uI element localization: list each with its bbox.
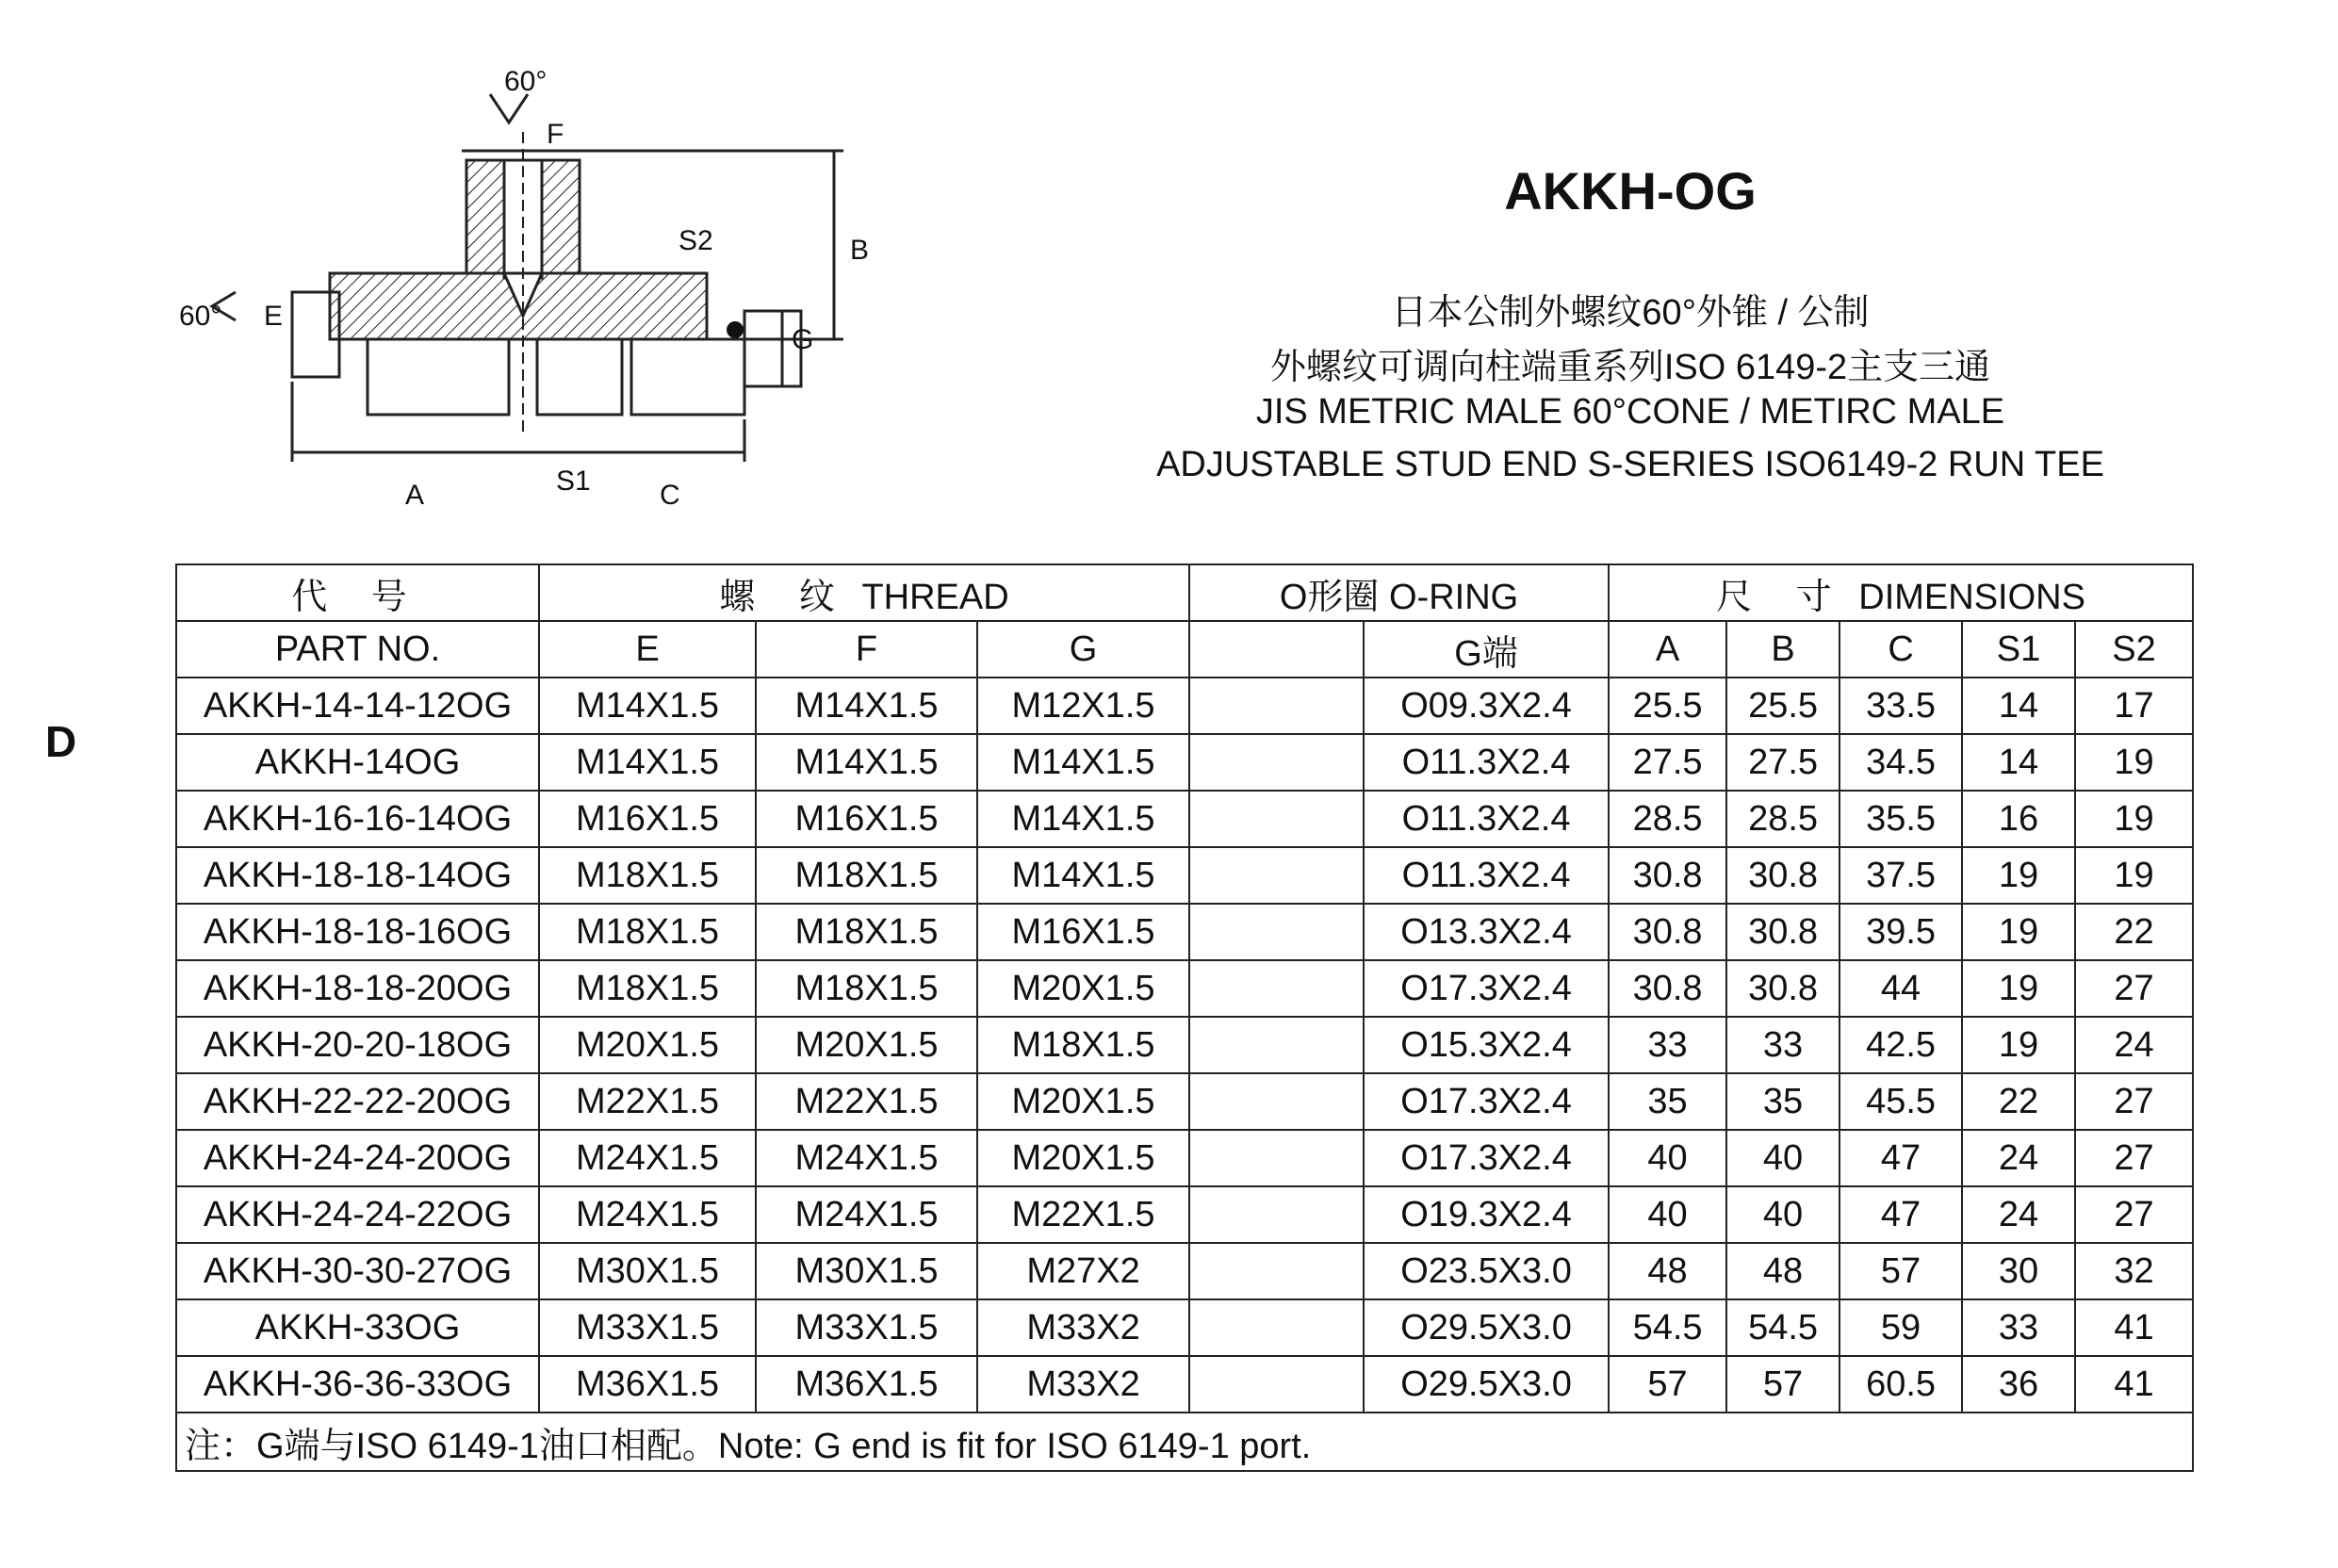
table-cell: M33X1.5 — [756, 1299, 977, 1356]
table-cell: AKKH-18-18-20OG — [176, 960, 539, 1017]
column-header: S2 — [2075, 621, 2193, 678]
table-cell: 35.5 — [1839, 791, 1962, 847]
table-cell: 48 — [1609, 1243, 1726, 1299]
section-letter: D — [45, 717, 77, 766]
table-cell: M20X1.5 — [756, 1017, 977, 1073]
table-cell — [1189, 904, 1364, 960]
table-cell: M18X1.5 — [539, 904, 756, 960]
table-row — [176, 678, 2193, 734]
description-en-line-2: ADJUSTABLE STUD END S-SERIES ISO6149-2 RUN TEE — [1156, 445, 2104, 484]
table-cell: 19 — [2075, 734, 2193, 791]
table-cell: O15.3X2.4 — [1364, 1017, 1609, 1073]
table-row — [176, 904, 2193, 960]
table-cell: 33.5 — [1839, 678, 1962, 734]
table-cell: M22X1.5 — [977, 1186, 1189, 1243]
table-cell: 35 — [1609, 1073, 1726, 1130]
table-cell: M20X1.5 — [977, 1073, 1189, 1130]
table-cell: O11.3X2.4 — [1364, 734, 1609, 791]
table-cell: 42.5 — [1839, 1017, 1962, 1073]
table-cell: 28.5 — [1726, 791, 1839, 847]
table-cell: AKKH-18-18-16OG — [176, 904, 539, 960]
table-cell: 30 — [1962, 1243, 2075, 1299]
table-cell: O13.3X2.4 — [1364, 904, 1609, 960]
table-cell — [1189, 1073, 1364, 1130]
thread-header: 螺 纹 THREAD — [539, 564, 1189, 621]
tee-fitting-drawing — [179, 57, 895, 528]
table-cell: 30.8 — [1726, 960, 1839, 1017]
column-header: B — [1726, 621, 1839, 678]
table-cell: 35 — [1726, 1073, 1839, 1130]
table-cell: O23.5X3.0 — [1364, 1243, 1609, 1299]
table-cell: 36 — [1962, 1356, 2075, 1413]
column-header: A — [1609, 621, 1726, 678]
table-cell — [1189, 960, 1364, 1017]
table-cell: M12X1.5 — [977, 678, 1189, 734]
stud-hex — [537, 339, 622, 415]
table-cell: M14X1.5 — [539, 678, 756, 734]
table-cell: 39.5 — [1839, 904, 1962, 960]
table-cell: M14X1.5 — [977, 791, 1189, 847]
table-cell: AKKH-24-24-20OG — [176, 1130, 539, 1186]
body-hex — [368, 339, 509, 415]
table-cell: O11.3X2.4 — [1364, 791, 1609, 847]
table-cell: M33X2 — [977, 1356, 1189, 1413]
o-ring-mark — [727, 321, 744, 338]
table-cell: O29.5X3.0 — [1364, 1356, 1609, 1413]
table-cell — [1189, 1186, 1364, 1243]
table-cell: M16X1.5 — [756, 791, 977, 847]
table-cell: M16X1.5 — [977, 904, 1189, 960]
table-cell: AKKH-18-18-14OG — [176, 847, 539, 904]
table-cell: 40 — [1609, 1186, 1726, 1243]
table-row — [176, 1186, 2193, 1243]
table-cell: 27.5 — [1609, 734, 1726, 791]
table-cell: M36X1.5 — [539, 1356, 756, 1413]
table-cell: M24X1.5 — [756, 1130, 977, 1186]
angle-left-label: 60° — [179, 301, 222, 332]
dim-label-s1: S1 — [556, 466, 591, 497]
table-cell: O09.3X2.4 — [1364, 678, 1609, 734]
table-cell: O17.3X2.4 — [1364, 960, 1609, 1017]
table-cell: 59 — [1839, 1299, 1962, 1356]
table-cell: M24X1.5 — [539, 1186, 756, 1243]
table-cell: M14X1.5 — [977, 847, 1189, 904]
dim-label-b: B — [850, 235, 870, 266]
table-cell: M14X1.5 — [756, 678, 977, 734]
table-cell: 57 — [1609, 1356, 1726, 1413]
table-cell: 30.8 — [1609, 960, 1726, 1017]
table-cell: AKKH-22-22-20OG — [176, 1073, 539, 1130]
table-cell: O17.3X2.4 — [1364, 1130, 1609, 1186]
table-cell: 33 — [1726, 1017, 1839, 1073]
table-cell: M18X1.5 — [539, 847, 756, 904]
table-cell: M22X1.5 — [539, 1073, 756, 1130]
table-cell: 24 — [2075, 1017, 2193, 1073]
table-cell: 57 — [1726, 1356, 1839, 1413]
column-header: F — [756, 621, 977, 678]
angle-top-label: 60° — [504, 66, 548, 97]
table-cell: 14 — [1962, 678, 2075, 734]
product-title: AKKH-OG — [1504, 161, 1757, 220]
table-cell: 44 — [1839, 960, 1962, 1017]
column-header: C — [1839, 621, 1962, 678]
table-cell: AKKH-33OG — [176, 1299, 539, 1356]
table-cell — [1189, 1017, 1364, 1073]
table-cell — [1189, 734, 1364, 791]
table-cell: O19.3X2.4 — [1364, 1186, 1609, 1243]
table-cell: 33 — [1609, 1017, 1726, 1073]
table-row — [176, 1017, 2193, 1073]
table-cell: 47 — [1839, 1130, 1962, 1186]
table-cell — [1189, 1243, 1364, 1299]
table-cell: M20X1.5 — [977, 1130, 1189, 1186]
table-cell: 41 — [2075, 1356, 2193, 1413]
table-cell: 16 — [1962, 791, 2075, 847]
table-cell: AKKH-20-20-18OG — [176, 1017, 539, 1073]
part-no-header: PART NO. — [176, 621, 539, 678]
table-cell: M18X1.5 — [756, 847, 977, 904]
description-en-line-1: JIS METRIC MALE 60°CONE / METIRC MALE — [1255, 392, 2005, 432]
table-cell: AKKH-16-16-14OG — [176, 791, 539, 847]
table-cell: AKKH-30-30-27OG — [176, 1243, 539, 1299]
dim-label-a: A — [405, 480, 425, 511]
table-cell: M24X1.5 — [539, 1130, 756, 1186]
table-cell: M18X1.5 — [539, 960, 756, 1017]
dim-label-g: G — [792, 324, 814, 355]
table-cell: 27 — [2075, 1186, 2193, 1243]
table-cell: 30.8 — [1726, 904, 1839, 960]
table-cell: 19 — [1962, 847, 2075, 904]
table-cell — [1189, 1356, 1364, 1413]
table-cell — [1189, 791, 1364, 847]
dim-label-c: C — [660, 480, 680, 511]
table-cell: 57 — [1839, 1243, 1962, 1299]
table-cell: M18X1.5 — [756, 960, 977, 1017]
column-header: G端 — [1364, 621, 1609, 678]
table-cell: 54.5 — [1609, 1299, 1726, 1356]
table-cell: AKKH-14-14-12OG — [176, 678, 539, 734]
column-header: G — [977, 621, 1189, 678]
table-cell: 48 — [1726, 1243, 1839, 1299]
table-cell: M33X1.5 — [539, 1299, 756, 1356]
oring-header: O形圈 O-RING — [1189, 564, 1609, 621]
table-cell: 27 — [2075, 1073, 2193, 1130]
stud-thread — [631, 339, 744, 415]
table-row — [176, 734, 2193, 791]
table-cell: M33X2 — [977, 1299, 1189, 1356]
table-cell: 37.5 — [1839, 847, 1962, 904]
dimensions-header: 尺 寸 DIMENSIONS — [1609, 564, 2193, 621]
table-cell: 22 — [2075, 904, 2193, 960]
table-cell: 40 — [1726, 1186, 1839, 1243]
table-cell: AKKH-14OG — [176, 734, 539, 791]
table-row — [176, 847, 2193, 904]
table-cell: M24X1.5 — [756, 1186, 977, 1243]
table-cell: 47 — [1839, 1186, 1962, 1243]
table-cell: 22 — [1962, 1073, 2075, 1130]
table-cell: AKKH-36-36-33OG — [176, 1356, 539, 1413]
table-cell: 40 — [1609, 1130, 1726, 1186]
table-cell: M18X1.5 — [756, 904, 977, 960]
table-cell: AKKH-24-24-22OG — [176, 1186, 539, 1243]
table-cell: O17.3X2.4 — [1364, 1073, 1609, 1130]
table-row — [176, 791, 2193, 847]
table-cell: M30X1.5 — [756, 1243, 977, 1299]
table-cell — [1189, 847, 1364, 904]
table-cell — [1189, 678, 1364, 734]
table-cell: 27 — [2075, 960, 2193, 1017]
table-cell: M14X1.5 — [539, 734, 756, 791]
table-cell: 19 — [2075, 847, 2193, 904]
column-header: S1 — [1962, 621, 2075, 678]
table-cell: 14 — [1962, 734, 2075, 791]
table-cell: 19 — [2075, 791, 2193, 847]
table-row — [176, 960, 2193, 1017]
table-cell: 25.5 — [1726, 678, 1839, 734]
description-cn-line-1: 日本公制外螺纹60°外锥 / 公制 — [1391, 293, 1870, 333]
table-cell: M14X1.5 — [756, 734, 977, 791]
table-cell: 60.5 — [1839, 1356, 1962, 1413]
table-cell: 30.8 — [1609, 847, 1726, 904]
table-cell: 24 — [1962, 1130, 2075, 1186]
table-cell: 19 — [1962, 1017, 2075, 1073]
table-cell: 45.5 — [1839, 1073, 1962, 1130]
dim-label-e: E — [264, 301, 284, 332]
table-cell: 24 — [1962, 1186, 2075, 1243]
table-cell: 32 — [2075, 1243, 2193, 1299]
table-cell: 54.5 — [1726, 1299, 1839, 1356]
table-cell: 28.5 — [1609, 791, 1726, 847]
description-cn-line-2: 外螺纹可调向柱端重系列ISO 6149-2主支三通 — [1269, 348, 1991, 387]
table-row — [176, 1299, 2193, 1356]
table-row — [176, 1356, 2193, 1413]
table-cell — [1189, 1299, 1364, 1356]
table-row — [176, 1243, 2193, 1299]
table-cell: 34.5 — [1839, 734, 1962, 791]
table-row — [176, 1073, 2193, 1130]
table-note: 注：G端与ISO 6149-1油口相配。Note: G end is fit for ISO 6149-1 port. — [176, 1413, 2193, 1471]
dim-label-s2: S2 — [679, 225, 713, 256]
table-cell: O11.3X2.4 — [1364, 847, 1609, 904]
table-cell: O29.5X3.0 — [1364, 1299, 1609, 1356]
part-no-header-cn: 代 号 — [176, 564, 539, 621]
table-cell: M36X1.5 — [756, 1356, 977, 1413]
table-cell: 17 — [2075, 678, 2193, 734]
table-cell: 33 — [1962, 1299, 2075, 1356]
table-cell: 25.5 — [1609, 678, 1726, 734]
column-header: E — [539, 621, 756, 678]
table-cell: 30.8 — [1726, 847, 1839, 904]
table-cell: M20X1.5 — [539, 1017, 756, 1073]
table-cell — [1189, 1130, 1364, 1186]
table-cell: 19 — [1962, 904, 2075, 960]
table-cell: 41 — [2075, 1299, 2193, 1356]
table-cell: M22X1.5 — [756, 1073, 977, 1130]
dim-label-f: F — [547, 119, 564, 150]
table-cell: 27 — [2075, 1130, 2193, 1186]
table-row — [176, 1130, 2193, 1186]
table-cell: M14X1.5 — [977, 734, 1189, 791]
table-cell: 40 — [1726, 1130, 1839, 1186]
table-cell: M16X1.5 — [539, 791, 756, 847]
table-cell: 27.5 — [1726, 734, 1839, 791]
table-cell: M20X1.5 — [977, 960, 1189, 1017]
table-cell: 30.8 — [1609, 904, 1726, 960]
table-cell: M27X2 — [977, 1243, 1189, 1299]
column-header — [1189, 621, 1364, 678]
table-cell: 19 — [1962, 960, 2075, 1017]
table-cell: M18X1.5 — [977, 1017, 1189, 1073]
table-cell: M30X1.5 — [539, 1243, 756, 1299]
spec-table — [175, 564, 2194, 1472]
